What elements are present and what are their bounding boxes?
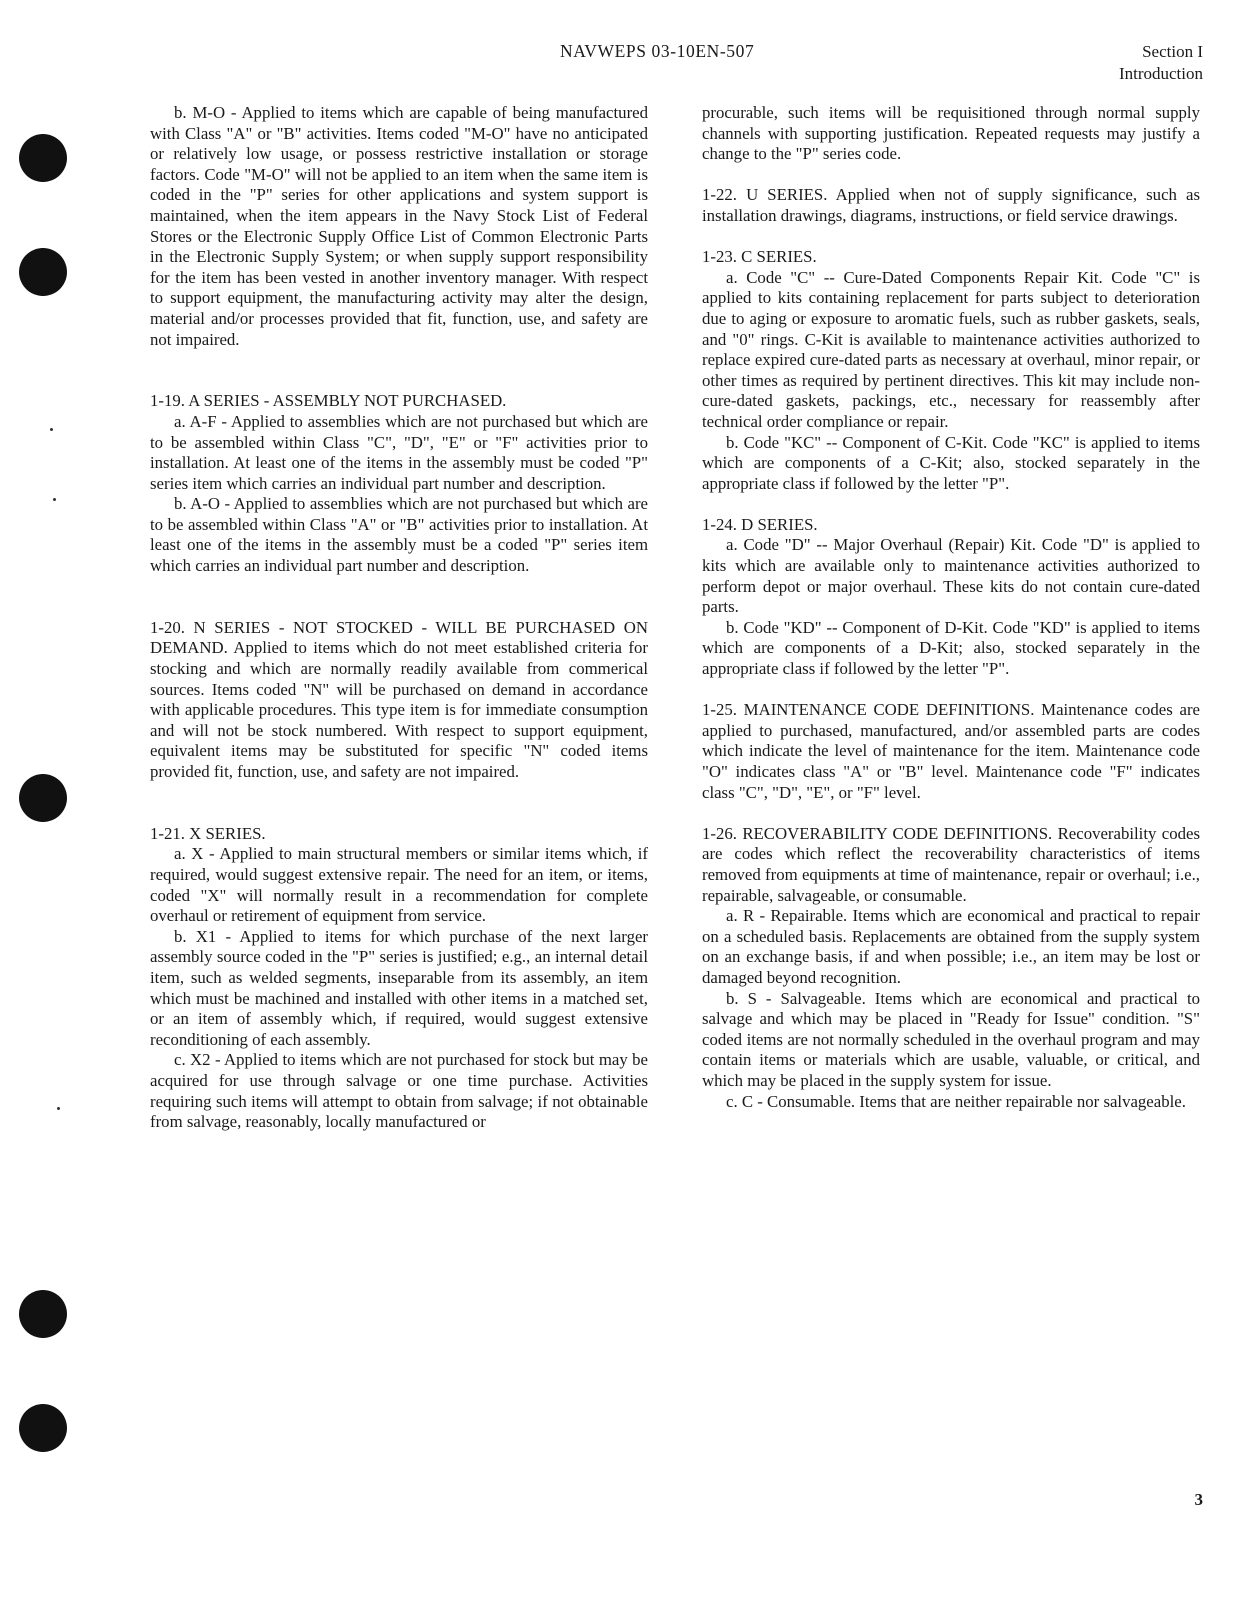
paragraph-consumable: c. C - Consumable. Items that are neither repairable nor salvageable. [726,1091,1186,1111]
paragraph-1-25: 1-25. MAINTENANCE CODE DEFINITIONS. Maintenance codes are applied to purchased, manufactured, and/or assembled parts are codes which indicate the level of maintenance for the item. Maintenance code "O" indicates class "A" or "B" level. Maintenance code "F" indicates class "C", "D", "E", or "F" level. [702,700,1200,802]
paragraph-x1: b. X1 - Applied to items for which purchase of the next larger assembly source coded in the "P" series is justified; e.g., an internal detail item, such as welded segments, inseparable from its assembly, an item which must be machined and installed with other items in a matched set, or an item of assembly which, if required, would suggest extensive reconditioning of each assembly. [150,926,648,1049]
heading-1-23: 1-23. C SERIES. [702,247,817,267]
document-number: NAVWEPS 03-10EN-507 [560,41,755,61]
punch-hole [19,134,67,182]
punch-hole [19,774,67,822]
page-number: 3 [1194,1490,1203,1509]
paragraph-x: a. X - Applied to main structural members or similar items which, if required, would suggest extensive repair. The need for an item, or items, coded "X" will normally result in a recommendation for complete overhaul or retirement of equipment from service. [150,844,648,926]
heading-1-19: 1-19. A SERIES - ASSEMBLY NOT PURCHASED. [150,391,507,411]
paragraph-1-26: 1-26. RECOVERABILITY CODE DEFINITIONS. Recoverability codes are codes which reflect the recoverability characteristics of items removed from equipments at time of maintenance, repair or overhaul; i.e., repairable, salvageable, or consumable. [702,823,1200,905]
paragraph-m-o: b. M-O - Applied to items which are capable of being manufactured with Class "A" or "B" activities. Items coded "M-O" have no anticipated or relatively low usage, or possess restrictive installation or storage factors. Code "M-O" will not be applied to an item when the same item is coded in the "P" series for other applications and system support is maintained, when the item appears in the Navy Stock List of Federal Stores or the Electronic Supply Office List of Common Electronic Parts in the Electronic Supply System; or when supply support responsibility for the item has been vested in another inventory manager. With respect to support equipment, the manufacturing activity may alter the design, material and/or processes provided that fit, function, use, and safety are not impaired. [150,103,648,349]
paragraph-code-d: a. Code "D" -- Major Overhaul (Repair) Kit. Code "D" is applied to kits which are available only to maintenance activities authorized to perform depot or major overhaul. These kits do not contain cure-dated parts. [702,535,1200,617]
heading-1-21: 1-21. X SERIES. [150,823,266,843]
paragraph-code-kd: b. Code "KD" -- Component of D-Kit. Code "KD" is applied to items which are components of a D-Kit; also, stocked separately in the appropriate class if followed by the letter "P". [702,617,1200,679]
punch-hole [19,1404,67,1452]
paragraph-1-22: 1-22. U SERIES. Applied when not of supply significance, such as installation drawings, diagrams, instructions, or field service drawings. [702,185,1200,225]
section-header [943,41,1203,85]
left-column [150,103,648,1133]
section-label: Section I [1142,42,1203,61]
paragraph-a-f: a. A-F - Applied to assemblies which are not purchased but which are to be assembled within Class "C", "D", "E" or "F" activities prior to installation. At least one of the items in the assembly must be coded "P" series item which carries an individual part number and description. [150,411,648,493]
paragraph-1-20: 1-20. N SERIES - NOT STOCKED - WILL BE PURCHASED ON DEMAND. Applied to items which do not meet established criteria for stocking and which are normally readily available from commerical sources. Items coded "N" will be purchased on demand in accordance with applicable procedures. This type item is for immediate consumption and will not be stock numbered. With respect to support equipment, equivalent items may be substituted for specific "N" coded items provided fit, function, use, and safety are not impaired. [150,617,648,781]
right-column [702,103,1200,1112]
paragraph-code-kc: b. Code "KC" -- Component of C-Kit. Code "KC" is applied to items which are components of a C-Kit; also, stocked separately in the appropriate class if followed by the letter "P". [702,432,1200,493]
scan-speck [53,498,56,501]
punch-hole [19,1290,67,1338]
heading-1-24: 1-24. D SERIES. [702,514,818,534]
section-title: Introduction [1118,64,1203,83]
paragraph-repairable: a. R - Repairable. Items which are economical and practical to repair on a scheduled basis. Replacements are obtained from the supply system on an exchange basis, if and when possible; i.e., an item may be lost or damaged beyond recognition. [702,906,1200,987]
punch-hole [19,248,67,296]
paragraph-a-o: b. A-O - Applied to assemblies which are not purchased but which are to be assembled within Class "A" or "B" activities prior to installation. At least one of the items in the assembly must be a coded "P" series item which carries an individual part number and description. [150,494,648,576]
scan-speck [50,428,53,431]
paragraph-salvageable: b. S - Salvageable. Items which are economical and practical to salvage and which may be placed in "Ready for Issue" condition. "S" coded items are not normally scheduled in the overhaul program and may contain items or materials which are usable, valuable, or critical, and which may be placed in the supply system for issue. [702,988,1200,1090]
paragraph-code-c: a. Code "C" -- Cure-Dated Components Repair Kit. Code "C" is applied to kits containing replacement for parts subject to deterioration due to aging or exposure to aromatic fuels, such as rubber gaskets, seals, and "0" rings. C-Kit is available to maintenance activities authorized to replace expired cure-dated parts as necessary at overhaul, minor repair, or other times as required by pertinent directives. This kit may include non-cure-dated gaskets, packings, etc., necessary for reassembly after technical order compliance or repair. [702,267,1200,431]
scan-speck [57,1107,60,1110]
paragraph-x2-continued: procurable, such items will be requisitioned through normal supply channels with supporting justification. Repeated requests may justify a change to the "P" series code. [702,103,1200,164]
paragraph-x2: c. X2 - Applied to items which are not purchased for stock but may be acquired for use through salvage or one time purchase. Activities requiring such items will attempt to obtain from salvage; if not obtainable from salvage, reasonably, locally manufactured or [150,1050,648,1132]
